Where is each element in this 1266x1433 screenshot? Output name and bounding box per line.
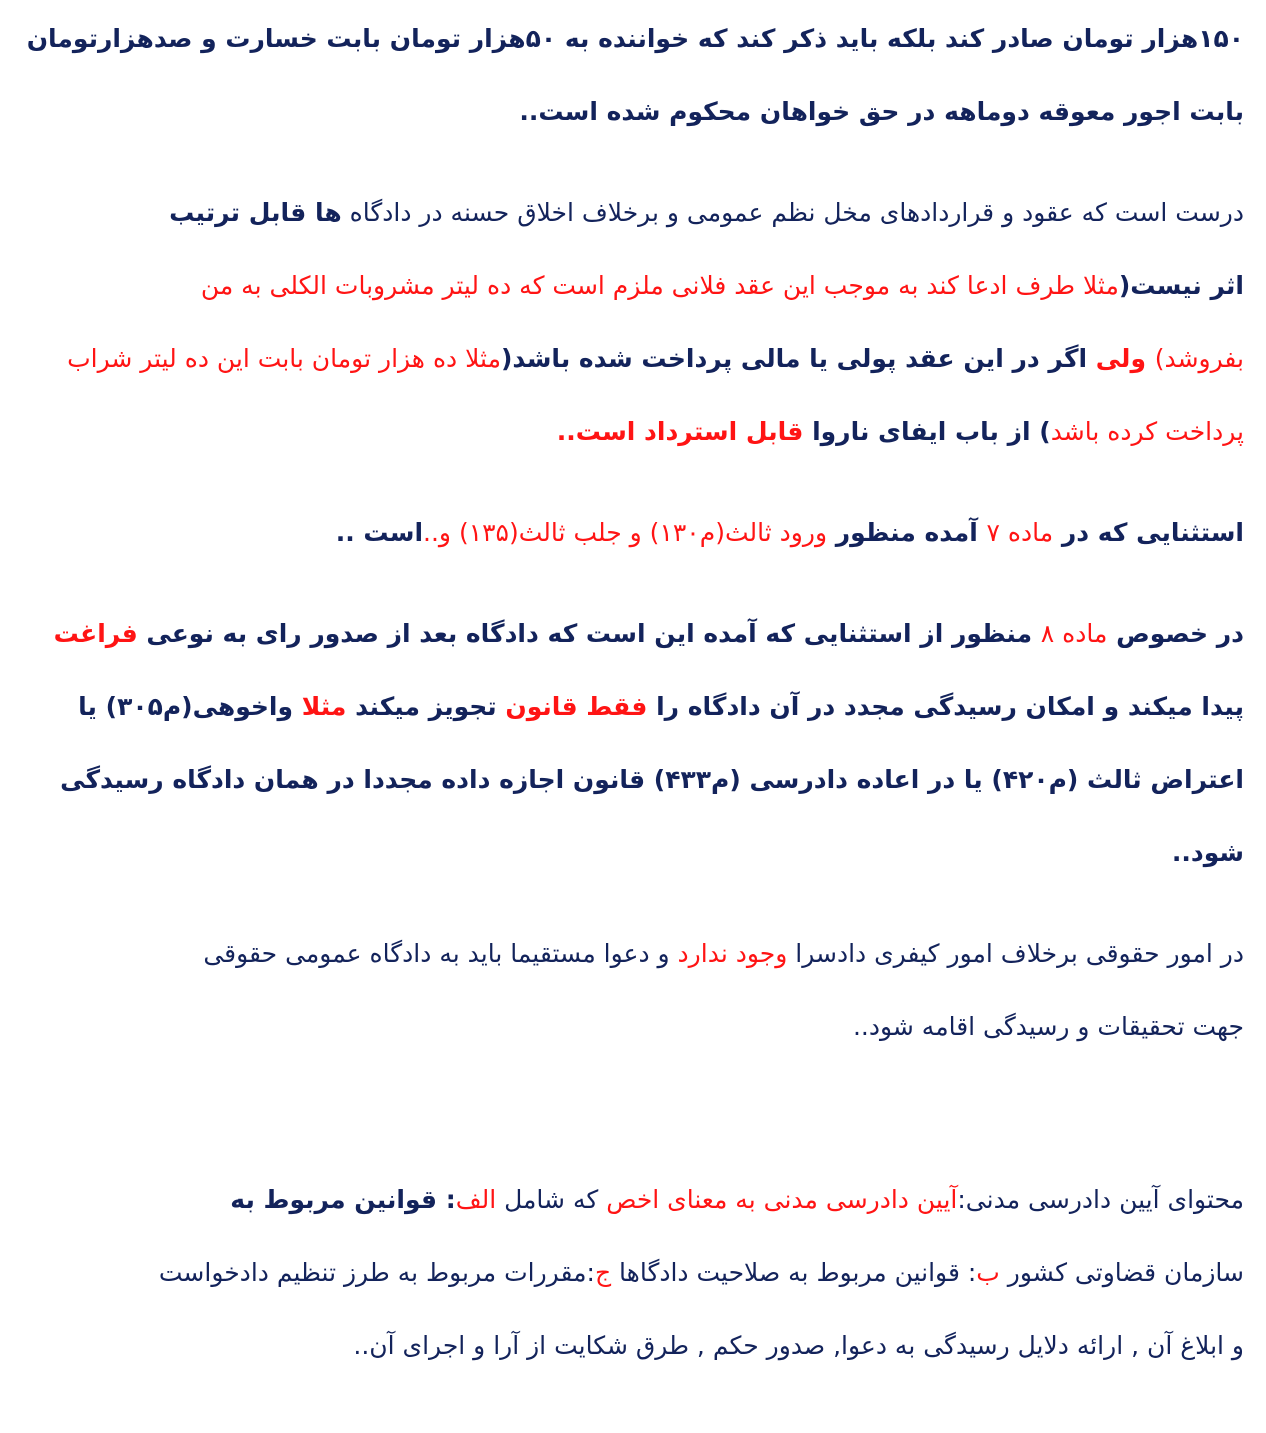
highlighted-text: آیین دادرسی مدنی به معنای اخص <box>606 1185 958 1214</box>
text-segment: در خصوص <box>1107 619 1244 648</box>
text-segment: شود.. <box>1171 838 1244 867</box>
highlighted-text: مثلا ده هزار تومان بابت این ده لیتر شراب <box>67 344 501 373</box>
text-segment: پیدا میکند و امکان رسیدگی مجدد در آن دادگاه را <box>647 692 1244 721</box>
text-segment: اثر نیست( <box>1118 271 1244 300</box>
paragraph-spacer <box>24 468 1244 496</box>
paragraph-article-8 <box>24 597 1244 889</box>
highlighted-text: ولی <box>1095 344 1155 373</box>
highlighted-text: الف <box>455 1185 497 1214</box>
text-line <box>24 249 1244 322</box>
text-segment: که شامل <box>496 1185 607 1214</box>
paragraph-spacer <box>24 148 1244 176</box>
text-segment: : قوانین مربوط به <box>230 1185 456 1214</box>
highlighted-text: مثلا طرف ادعا کند به موجب این عقد فلانی ملزم است که ده لیتر مشروبات الکلی به من <box>200 271 1119 300</box>
text-line <box>24 2 1244 75</box>
text-line <box>24 1309 1244 1382</box>
highlighted-text: ب <box>976 1258 1000 1287</box>
document-page <box>0 2 1266 1433</box>
text-segment: :مقررات مربوط به طرز تنظیم دادخواست <box>158 1258 595 1287</box>
highlighted-text: پرداخت کرده باشد <box>1050 417 1244 446</box>
highlighted-text: ماده ۸ <box>1040 619 1108 648</box>
highlighted-text: ماده ۷ <box>986 518 1054 547</box>
text-segment: : قوانین مربوط به صلاحیت دادگاها <box>611 1258 977 1287</box>
text-line <box>24 990 1244 1063</box>
text-segment: جهت تحقیقات و رسیدگی اقامه شود.. <box>852 1012 1244 1041</box>
text-line <box>24 322 1244 395</box>
text-line <box>24 395 1244 468</box>
text-line <box>24 670 1244 743</box>
paragraph-spacer <box>24 1063 1244 1163</box>
highlighted-text: مثلا <box>301 692 347 721</box>
text-segment: بابت اجور معوقه دوماهه در حق خواهان محکوم شده است.. <box>519 97 1244 126</box>
text-segment: منظور از استثنایی که آمده این است که دادگاه بعد از صدور رای به نوعی <box>137 619 1041 648</box>
text-segment: درست است که عقود و قراردادهای مخل نظم عمومی و برخلاف اخلاق حسنه در دادگاه <box>341 198 1244 227</box>
text-segment: اعتراض ثالث (م۴۲۰) یا در اعاده دادرسی (م۴۳۳) قانون اجازه داده مجددا در همان دادگاه رسیدگی <box>60 765 1244 794</box>
highlighted-text: فراغت <box>53 619 138 648</box>
text-segment: محتوای آیین دادرسی مدنی: <box>957 1185 1244 1214</box>
paragraph-contracts-public-order <box>24 176 1244 468</box>
text-segment: در امور حقوقی برخلاف امور کیفری دادسرا <box>787 939 1244 968</box>
text-line <box>24 597 1244 670</box>
highlighted-text: فقط قانون <box>505 692 648 721</box>
highlighted-text: قابل استرداد است.. <box>556 417 804 446</box>
paragraph-civil-vs-criminal <box>24 917 1244 1063</box>
text-segment: تجویز میکند <box>346 692 506 721</box>
text-segment: است .. <box>335 518 424 547</box>
text-segment: آمده منظور <box>827 518 987 547</box>
text-segment: استثنایی که در <box>1053 518 1244 547</box>
text-line <box>24 75 1244 148</box>
text-segment: اگر در این عقد پولی یا مالی پرداخت شده باشد( <box>500 344 1096 373</box>
text-line <box>24 917 1244 990</box>
text-segment: ) از باب ایفای ناروا <box>803 417 1051 446</box>
text-segment: واخوهی(م۳۰۵) یا <box>78 692 302 721</box>
paragraph-civil-procedure-content <box>24 1163 1244 1382</box>
text-segment: ها قابل ترتیب <box>169 198 342 227</box>
text-line <box>24 1163 1244 1236</box>
highlighted-text: ورود ثالث(م۱۳۰) و جلب ثالث(۱۳۵) و.. <box>423 518 828 547</box>
text-line <box>24 1236 1244 1309</box>
highlighted-text: وجود ندارد <box>677 939 788 968</box>
text-segment: سازمان قضاوتی کشور <box>999 1258 1244 1287</box>
text-line <box>24 496 1244 569</box>
paragraph-article-7 <box>24 496 1244 569</box>
text-line <box>24 176 1244 249</box>
highlighted-text: بفروشد) <box>1154 344 1244 373</box>
paragraph-judgment-amount <box>24 2 1244 148</box>
text-line <box>24 743 1244 816</box>
paragraph-spacer <box>24 889 1244 917</box>
text-segment: ۱۵۰هزار تومان صادر کند بلکه باید ذکر کند که خواننده به ۵۰هزار تومان بابت خسارت و صدهزارتومان <box>26 24 1244 53</box>
text-segment: و ابلاغ آن , ارائه دلایل رسیدگی به دعوا, صدور حکم , طرق شکایت از آرا و اجرای آن.. <box>353 1331 1244 1360</box>
highlighted-text: ج <box>594 1258 612 1287</box>
paragraph-spacer <box>24 569 1244 597</box>
text-line <box>24 816 1244 889</box>
text-segment: و دعوا مستقیما باید به دادگاه عمومی حقوقی <box>203 939 678 968</box>
